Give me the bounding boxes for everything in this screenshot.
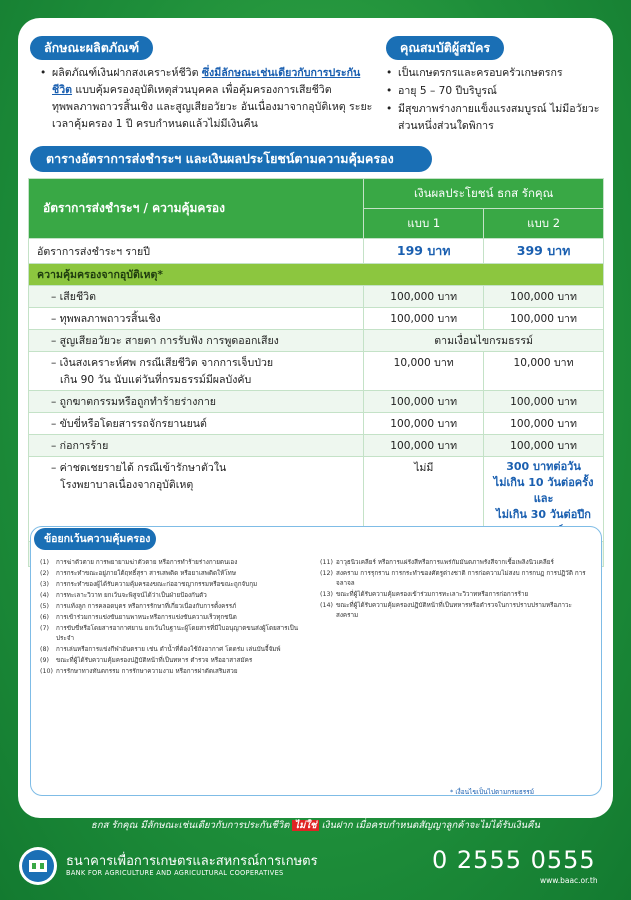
row-plan-1: 100,000 บาท (364, 413, 484, 435)
exclusions-right (320, 558, 592, 622)
row-merged-value: ตามเงื่อนไขกรมธรรม์ (364, 330, 604, 352)
exclusion-text: การขับขี่หรือโดยสารอากาศยาน ยกเว้นในฐานะผู้โดยสารที่มีใบอนุญาตขนส่งผู้โดยสารเป็นประจำ (56, 625, 298, 642)
rates-table (28, 178, 604, 567)
exclusion-no: (3) (40, 581, 49, 588)
medical-plan-2-line: 300 บาทต่อวัน (506, 460, 581, 473)
exclusion-no: (9) (40, 657, 49, 664)
exclusion-item (320, 601, 592, 621)
hotline-number: 0 2555 0555 (432, 846, 596, 874)
coverage-section: ความคุ้มครองจากอุบัติเหตุ* (29, 264, 604, 286)
row-label: – ขับขี่หรือโดยสารรถจักรยานยนต์ (29, 413, 364, 435)
row-label: – สูญเสียอวัยวะ สายตา การรับฟัง การพูดออกเสียง (29, 330, 364, 352)
exclusion-item (40, 656, 312, 666)
exclusion-item (40, 613, 312, 623)
medical-label-line: โรงพยาบาลเนื่องจากอุบัติเหตุ (60, 479, 194, 491)
exclusions-title: ข้อยกเว้นความคุ้มครอง (34, 528, 156, 550)
exclusion-text: การเข้าร่วมการแข่งขันยานพาหนะหรือการแข่งขันความเร็วทุกชนิด (56, 614, 237, 621)
exclusion-text: อาวุธนิวเคลียร์ หรือการแผ่รังสีหรือการแพร่กัมมันตภาพรังสีจากเชื้อเพลิงนิวเคลียร์ (336, 559, 554, 566)
row-plan-1: 100,000 บาท (364, 391, 484, 413)
exclusion-text: ขณะที่ผู้ได้รับความคุ้มครองปฏิบัติหน้าที่เป็นทหารหรือตำรวจในการปราบปรามหรือภาวะสงคราม (336, 602, 572, 619)
exclusion-no: (10) (40, 668, 53, 675)
annual-plan-2: 399 บาท (484, 239, 604, 264)
row-plan-1: 100,000 บาท (364, 308, 484, 330)
exclusion-text: สงคราม การรุกราน การกระทำของศัตรูต่างชาติ การก่อความไม่สงบ การกบฏ การปฏิวัติ การจลาจล (336, 570, 586, 587)
medical-plan-2-line: ไม่เกิน 30 วันต่อปีก (496, 508, 591, 521)
exclusion-item (40, 580, 312, 590)
bank-name-thai: ธนาคารเพื่อการเกษตรและสหกรณ์การเกษตร (66, 854, 318, 869)
applicant-item: • อายุ 5 – 70 ปีบริบูรณ์ (386, 83, 604, 100)
tagline-part: เงินฝาก เมื่อครบกำหนดสัญญาลูกค้าจะไม่ได้รับเงินคืน (321, 820, 540, 831)
rates-header-left: อัตราการส่งชำระฯ / ความคุ้มครอง (29, 179, 364, 239)
exclusion-text: การแท้งลูก การคลอดบุตร หรือการรักษาที่เกี่ยวเนื่องกับการตั้งครรภ์ (56, 603, 237, 610)
product-bullet-prefix: ผลิตภัณฑ์เงินฝากสงเคราะห์ชีวิต (52, 67, 202, 79)
row-plan-1: 100,000 บาท (364, 435, 484, 457)
exclusion-no: (1) (40, 559, 49, 566)
row-label-line: – เงินสงเคราะห์ศพ กรณีเสียชีวิต จากการเจ็บป่วย (51, 357, 274, 369)
plan-2-header: แบบ 2 (484, 209, 604, 239)
exclusion-text: การฆ่าตัวตาย การพยายามฆ่าตัวตาย หรือการทำร้ายร่างกายตนเอง (56, 559, 238, 566)
exclusion-no: (14) (320, 602, 333, 609)
exclusion-text: การรักษาทางทันตกรรม การรักษาความงาม หรือการผ่าตัดเสริมสวย (56, 668, 238, 675)
exclusion-text: การเล่นหรือการแข่งกีฬาอันตราย เช่น ดำน้ำที่ต้องใช้ถังอากาศ โดดร่ม เล่นบันจี้จัมพ์ (56, 646, 281, 653)
row-label-line: เกิน 90 วัน นับแต่วันที่กรมธรรม์มีผลบังคับ (60, 374, 252, 386)
exclusions-footnote: * เงื่อนไขเป็นไปตามกรมธรรม์ (450, 788, 535, 796)
exclusion-no: (13) (320, 591, 333, 598)
exclusion-item (40, 645, 312, 655)
exclusion-no: (6) (40, 614, 49, 621)
row-plan-2: 100,000 บาท (484, 391, 604, 413)
product-title: ลักษณะผลิตภัณฑ์ (30, 36, 153, 60)
medical-plan-2-line: ไม่เกิน 10 วันต่อครั้ง และ (493, 476, 594, 505)
annual-label: อัตราการส่งชำระฯ รายปี (29, 239, 364, 264)
product-bullet-highlight: ซึ่งมีลักษณะเช่นเดียวกับการประกันชีวิต (52, 67, 361, 96)
exclusion-text: ขณะที่ผู้ได้รับความคุ้มครองปฏิบัติหน้าที่เป็นทหาร ตำรวจ หรืออาสาสมัคร (56, 657, 253, 664)
applicant-bullets (386, 65, 604, 136)
rates-header-group: เงินผลประโยชน์ ธกส รักคุณ (364, 179, 604, 209)
exclusion-no: (7) (40, 625, 49, 632)
exclusion-text: ขณะที่ผู้ได้รับความคุ้มครองเข้าร่วมการทะเลาะวิวาทหรือการก่อการร้าย (336, 591, 529, 598)
row-plan-2: 100,000 บาท (484, 413, 604, 435)
exclusion-item (40, 591, 312, 601)
exclusion-item (40, 602, 312, 612)
tagline-warning: ไม่ใช่ (294, 820, 317, 831)
exclusion-item (320, 590, 592, 600)
exclusion-no: (5) (40, 603, 49, 610)
exclusion-item (40, 667, 312, 677)
row-plan-2: 100,000 บาท (484, 286, 604, 308)
row-label: – ถูกฆาตกรรมหรือถูกทำร้ายร่างกาย (29, 391, 364, 413)
exclusion-no: (12) (320, 570, 333, 577)
applicant-item: • มีสุขภาพร่างกายแข็งแรงสมบูรณ์ ไม่มีอวัยวะส่วนหนึ่งส่วนใดพิการ (386, 101, 604, 135)
row-label (29, 352, 364, 391)
product-bullet-rest: แบบคุ้มครองอุบัติเหตุส่วนบุคคล เพื่อคุ้มครองการเสียชีวิต ทุพพลภาพถาวรสิ้นเชิง และสูญเสียอวัยวะ อันเนื่องมาจากอุบัติเหตุ ระยะเวลาคุ้มครอง 1 ปี ครบกำหนดแล้วไม่มีเงินคืน (52, 84, 373, 130)
row-plan-1: 10,000 บาท (364, 352, 484, 391)
content-card (18, 18, 613, 818)
exclusion-text: การทะเลาะวิวาท ยกเว้นจะพิสูจน์ได้ว่าเป็นฝ่ายป้องกันตัว (56, 592, 207, 599)
plan-1-header: แบบ 1 (364, 209, 484, 239)
product-bullet (40, 65, 374, 133)
row-plan-2: 10,000 บาท (484, 352, 604, 391)
medical-label-line: – ค่าชดเชยรายได้ กรณีเข้ารักษาตัวใน (51, 462, 227, 474)
exclusion-item (320, 558, 592, 568)
tagline-part: ธกส รักคุณ มีลักษณะเช่นเดียวกับการประกันชีวิต (91, 820, 290, 831)
website-link[interactable]: www.baac.or.th (540, 876, 598, 885)
row-plan-2: 100,000 บาท (484, 435, 604, 457)
exclusions-left (40, 558, 312, 678)
rates-title: ตารางอัตราการส่งชำระฯ และเงินผลประโยชน์ตามความคุ้มครอง (30, 146, 432, 172)
product-bullets (40, 65, 374, 134)
exclusion-item (40, 569, 312, 579)
baac-logo-icon (18, 846, 58, 886)
exclusion-no: (4) (40, 592, 49, 599)
exclusion-text: การกระทำของผู้ได้รับความคุ้มครองขณะก่ออาชญากรรมหรือขณะถูกจับกุม (56, 581, 258, 588)
row-label: – ก่อการร้าย (29, 435, 364, 457)
bank-name-english: BANK FOR AGRICULTURE AND AGRICULTURAL COOPERATIVES (66, 869, 284, 877)
row-label: – ทุพพลภาพถาวรสิ้นเชิง (29, 308, 364, 330)
exclusion-item (320, 569, 592, 589)
applicant-item: • เป็นเกษตรกรและครอบครัวเกษตรกร (386, 65, 604, 82)
row-plan-1: 100,000 บาท (364, 286, 484, 308)
exclusion-no: (11) (320, 559, 333, 566)
applicant-title: คุณสมบัติผู้สมัคร (386, 36, 504, 60)
exclusion-text: การกระทำขณะอยู่ภายใต้ฤทธิ์สุรา สารเสพติด หรือยาเสพติดให้โทษ (56, 570, 236, 577)
annual-plan-1: 199 บาท (364, 239, 484, 264)
exclusion-item (40, 624, 312, 644)
exclusion-item (40, 558, 312, 568)
row-label: – เสียชีวิต (29, 286, 364, 308)
exclusion-no: (2) (40, 570, 49, 577)
exclusion-no: (8) (40, 646, 49, 653)
footer-tagline (0, 818, 631, 833)
medical-plan-1: ไม่มี (364, 457, 484, 542)
row-plan-2: 100,000 บาท (484, 308, 604, 330)
